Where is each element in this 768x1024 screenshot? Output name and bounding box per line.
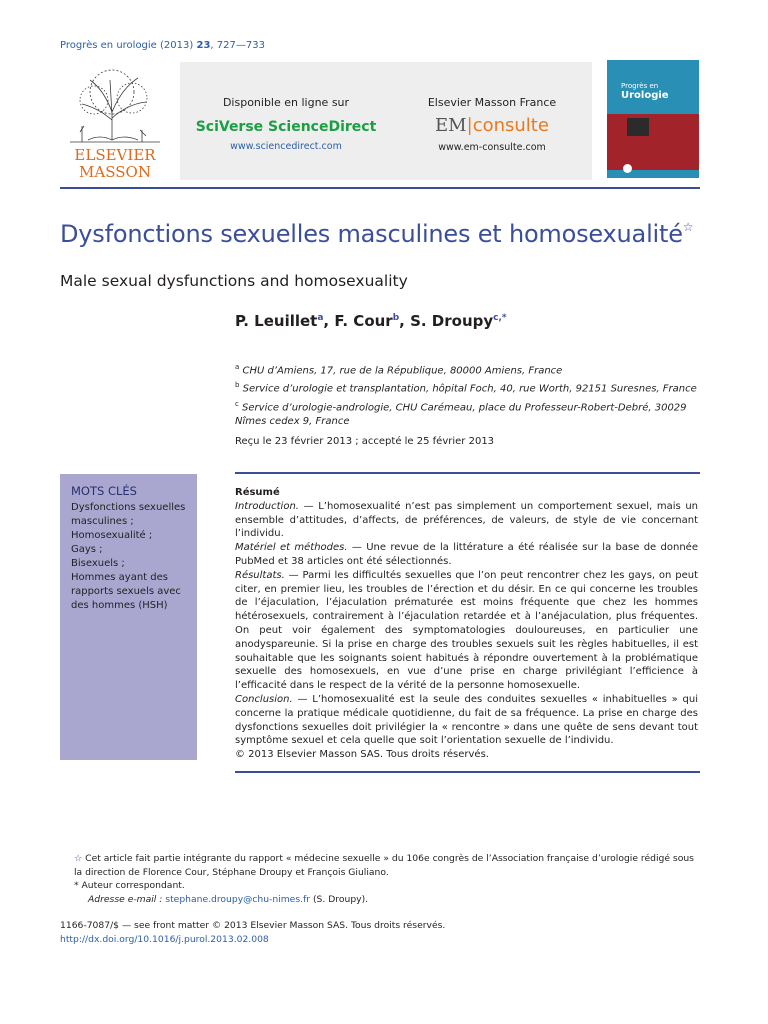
author-affiliation-mark[interactable]: a (317, 313, 324, 323)
doi-link[interactable]: http://dx.doi.org/10.1016/j.purol.2013.02.008 (60, 933, 269, 945)
corresponding-author-note: * Auteur correspondant. (74, 880, 185, 892)
cover-photo (627, 118, 649, 136)
emconsulte-link[interactable]: www.em-consulte.com (438, 142, 546, 153)
keyword-item: Hommes ayant des rapports sexuels avec des hommes (HSH) (71, 572, 181, 611)
affiliations (235, 360, 705, 429)
tree-logo-icon (60, 60, 170, 182)
keyword-item: Dysfonctions sexuelles masculines ; (71, 502, 186, 527)
abstract-methods: Matériel et méthodes. — Une revue de la littérature a été réalisée sur la base de donnée PubMed et 38 articles ont été sélectionnés. (235, 542, 698, 567)
logo-text-masson: MASSON (79, 163, 151, 181)
keyword-item: Bisexuels ; (71, 558, 125, 569)
cover-title (621, 82, 669, 100)
sciencedirect-block (180, 96, 392, 152)
cover-badge-icon (623, 164, 632, 173)
keywords-title: MOTS CLÉS (71, 484, 137, 498)
consulte-text: consulte (472, 115, 549, 136)
emconsulte-label: Elsevier Masson France (427, 96, 557, 109)
author-name: P. Leuillet (235, 312, 318, 330)
author-email-link[interactable]: stephane.droupy@chu-nimes.fr (165, 893, 311, 905)
abstract-results: Résultats. — Parmi les difficultés sexuelles que l’on peut rencontrer chez les gays, on peut citer, en premier lieu, les troubles de l’érection et du désir. En ce qui concerne les troubles de l’éjaculation, l’éjaculation prématurée est moins fréquente que chez les hommes hétérosexuels, contrairement à l’éjaculation retardée et à l’anéjaculation, plus fréquentes. On peut voir également des symptomatologies douloureuses, en particulier une anodyspareunie. Si la prise en charge des troubles sexuels suit les règles habituelles, il est souhaitable que les soignants soient habitués à répondre ouvertement à la problématique sexuelle des homosexuels, en vue d’une prise en charge privilégiant l’efficience à l’efficacité dans le respect de la vérité de la personne homosexuelle. (235, 569, 698, 692)
divider-bar-icon: | (466, 115, 473, 136)
received-accepted-dates: Reçu le 23 février 2013 ; accepté le 25 février 2013 (235, 436, 495, 447)
logo-text-elsevier: ELSEVIER (74, 146, 156, 164)
article-title-text: Dysfonctions sexuelles masculines et homosexualité (60, 220, 683, 248)
keyword-item: Gays ; (71, 544, 103, 555)
abstract-introduction: Introduction. — L’homosexualité n’est pas simplement un comportement sexuel, mais un ensemble d’attitudes, d’affects, de préférences, de valeurs, de style de vie concernant l’individu. (235, 500, 698, 540)
journal-year: (2013) (160, 40, 194, 51)
em-text: EM (435, 115, 467, 136)
author-list: P. Leuillet$^a$, F. Cour$^b$, S. Droupy$^{c,*}$ (235, 312, 507, 330)
affiliation-item: $^b$ Service d’urologie et transplantation, hôpital Foch, 40, rue Worth, 92151 Suresnes, France (235, 381, 697, 395)
abstract-conclusion: Conclusion. — L’homosexualité est la seule des conduites sexuelles « inhabituelles » qui concerne la pratique médicale quotidienne, du fait de sa fréquence. La prise en charge des dysfonctions sexuelles doit privilégier la « rencontre » dans une quête de sens devant tout symptôme sexuel et cela quelle que soit l’orientation sexuelle de l’individu. (235, 693, 698, 747)
keyword-item: Homosexualité ; (71, 530, 153, 541)
author-name: S. Droupy (410, 312, 494, 330)
emconsulte-block (392, 96, 592, 153)
affiliation-item: $^a$ CHU d’Amiens, 17, rue de la République, 80000 Amiens, France (235, 363, 563, 377)
sciverse-brand[interactable]: SciVerse ScienceDirect (195, 119, 377, 135)
journal-cover (607, 60, 699, 178)
elsevier-masson-logo (60, 60, 170, 182)
abstract-heading: Résumé (235, 487, 280, 498)
keywords-box (60, 474, 197, 760)
article-title (60, 220, 693, 248)
author-affiliation-mark[interactable]: c,* (493, 313, 507, 323)
article-subtitle: Male sexual dysfunctions and homosexuality (60, 272, 408, 290)
cover-red-band (607, 114, 699, 170)
cover-line2: Urologie (621, 90, 669, 101)
author-affiliation-mark[interactable]: b (392, 313, 400, 323)
abstract-top-divider (235, 472, 700, 474)
header-divider (60, 187, 700, 189)
issn-line: 1166-7087/$ — see front matter © 2013 Elsevier Masson SAS. Tous droits réservés. (60, 920, 446, 931)
access-banner (180, 62, 592, 180)
title-footnote-mark[interactable]: ☆ (682, 220, 694, 234)
affiliation-item: $^c$ Service d’urologie-andrologie, CHU Carémeau, place du Professeur-Robert-Debré, 30029 Nîmes cedex 9, France (235, 399, 687, 427)
sciencedirect-link[interactable]: www.sciencedirect.com (230, 141, 342, 152)
email-line: Adresse e-mail : stephane.droupy@chu-nimes.fr (S. Droupy). (88, 893, 369, 905)
emconsulte-brand[interactable] (392, 115, 592, 136)
journal-volume: 23 (196, 40, 211, 51)
abstract (235, 486, 698, 762)
journal-pages: , 727—733 (210, 40, 265, 51)
abstract-copyright: © 2013 Elsevier Masson SAS. Tous droits réservés. (235, 749, 489, 761)
footnote-star-icon: ☆ (74, 853, 83, 864)
publication-info (60, 919, 445, 946)
journal-reference[interactable] (60, 40, 265, 51)
cover-line1: Progrès en (621, 82, 659, 90)
author-name: F. Cour (334, 312, 393, 330)
article-footnote: ☆ Cet article fait partie intégrante du rapport « médecine sexuelle » du 106e congrès de l’Association française d’urologie rédigé sous la direction de Florence Cour, Stéphane Droupy et François Giuliano. (74, 853, 694, 878)
sciverse-label: Disponible en ligne sur (222, 96, 350, 109)
journal-name: Progrès en urologie (60, 40, 157, 51)
footnotes (60, 852, 700, 906)
abstract-bottom-divider (235, 771, 700, 773)
keywords-list (71, 501, 195, 613)
